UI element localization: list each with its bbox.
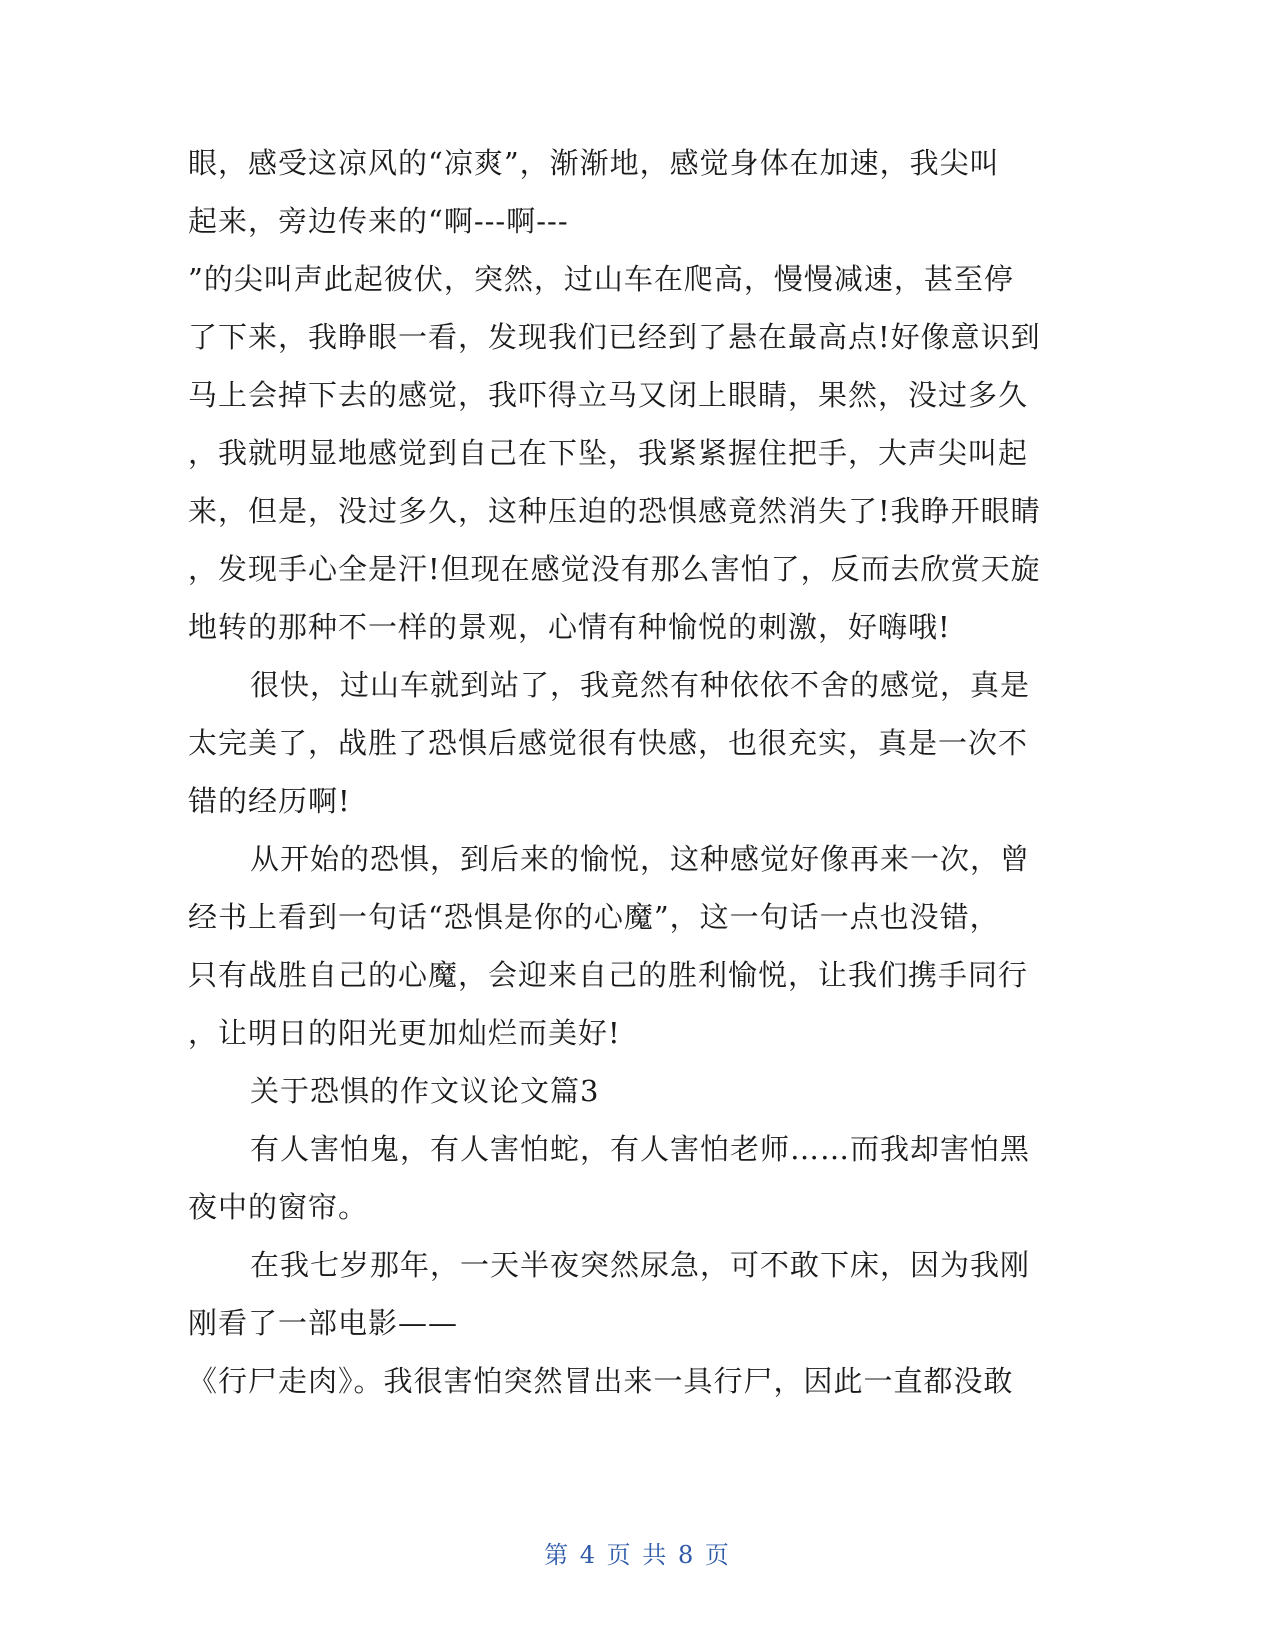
text-line: 经书上看到一句话“恐惧是你的心魔”，这一句话一点也没错， bbox=[188, 900, 1000, 934]
text-line: 马上会掉下去的感觉，我吓得立马又闭上眼睛，果然，没过多久 bbox=[188, 378, 1029, 412]
text-line: ，发现手心全是汗!但现在感觉没有那么害怕了，反而去欣赏天旋 bbox=[188, 552, 1041, 586]
text-line: 太完美了，战胜了恐惧后感觉很有快感，也很充实，真是一次不 bbox=[188, 726, 1029, 760]
text-line: ，让明日的阳光更加灿烂而美好! bbox=[188, 1016, 621, 1050]
paragraph-first-line: 很快，过山车就到站了，我竟然有种依依不舍的感觉，真是 bbox=[250, 668, 1031, 702]
text-line: 了下来，我睁眼一看，发现我们已经到了悬在最高点!好像意识到 bbox=[188, 320, 1041, 354]
text-line: 地转的那种不一样的景观，心情有种愉悦的刺激，好嗨哦! bbox=[188, 610, 951, 644]
text-line: 夜中的窗帘。 bbox=[188, 1190, 369, 1224]
text-line: 《行尸走肉》。我很害怕突然冒出来一具行尸，因此一直都没敢 bbox=[188, 1364, 1014, 1398]
text-line: 眼，感受这凉风的“凉爽”，渐渐地，感觉身体在加速，我尖叫 bbox=[188, 146, 1000, 180]
text-line: 来，但是，没过多久，这种压迫的恐惧感竟然消失了!我睁开眼睛 bbox=[188, 494, 1041, 528]
text-line: ”的尖叫声此起彼伏，突然，过山车在爬高，慢慢减速，甚至停 bbox=[188, 262, 1014, 296]
page-number-footer: 第 4 页 共 8 页 bbox=[544, 1541, 731, 1569]
paragraph-first-line: 在我七岁那年，一天半夜突然尿急，可不敢下床，因为我刚 bbox=[250, 1248, 1031, 1282]
text-line: 刚看了一部电影—— bbox=[188, 1306, 459, 1340]
text-line: ，我就明显地感觉到自己在下坠，我紧紧握住把手，大声尖叫起 bbox=[188, 436, 1029, 470]
text-line: 只有战胜自己的心魔，会迎来自己的胜利愉悦，让我们携手同行 bbox=[188, 958, 1029, 992]
paragraph-first-line: 有人害怕鬼，有人害怕蛇，有人害怕老师……而我却害怕黑 bbox=[250, 1132, 1031, 1166]
text-line: 错的经历啊! bbox=[188, 784, 351, 818]
text-line: 起来，旁边传来的“啊---啊--- bbox=[188, 204, 569, 238]
paragraph-first-line: 从开始的恐惧，到后来的愉悦，这种感觉好像再来一次，曾 bbox=[250, 842, 1031, 876]
section-heading: 关于恐惧的作文议论文篇3 bbox=[250, 1074, 600, 1108]
